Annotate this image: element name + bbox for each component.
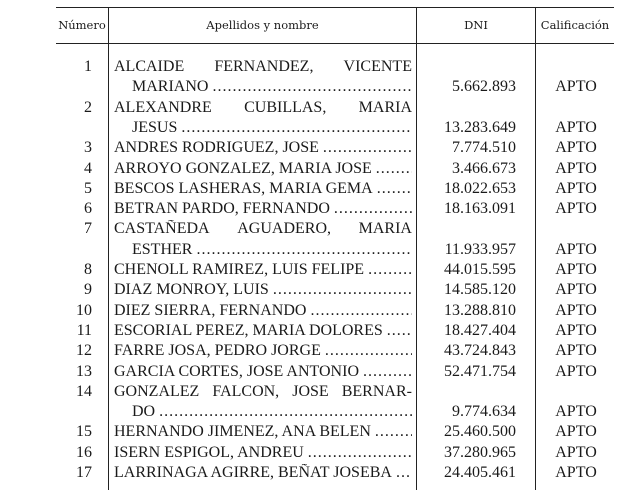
- row-calificacion: APTO: [555, 362, 597, 380]
- row-name: ALEXANDRE CUBILLAS, MARIA: [114, 98, 412, 116]
- row-name-continuation: JESUS .....: [132, 119, 412, 137]
- row-name: ANDRES RODRIGUEZ, JOSE .....: [114, 139, 412, 157]
- row-calificacion: APTO: [555, 118, 597, 136]
- row-calificacion: APTO: [555, 464, 597, 481]
- row-dni: 13.283.649: [444, 118, 516, 136]
- header-dni: DNI: [464, 18, 488, 32]
- row-dni: 37.280.965: [444, 443, 516, 461]
- row-calificacion: APTO: [555, 159, 597, 177]
- row-name: LARRINAGA AGIRRE, BEÑAT JOSEBA .....: [114, 464, 412, 482]
- row-number: 11: [76, 321, 92, 339]
- row-calificacion: APTO: [555, 179, 597, 197]
- header-calificacion: Calificación: [540, 18, 610, 32]
- row-dni: 13.288.810: [444, 301, 516, 319]
- row-number: 5: [84, 179, 92, 197]
- row-calificacion: APTO: [555, 281, 597, 299]
- row-name: GARCIA CORTES, JOSE ANTONIO .....: [114, 363, 412, 381]
- row-dni: 18.022.653: [444, 179, 516, 197]
- row-number: 12: [76, 342, 92, 360]
- row-name: FARRE JOSA, PEDRO JORGE .....: [114, 342, 412, 360]
- row-number: 17: [76, 464, 92, 481]
- row-name-continuation: DO .....: [132, 403, 412, 421]
- row-number: 16: [76, 443, 92, 461]
- row-name: DIAZ MONROY, LUIS .....: [114, 281, 412, 299]
- row-calificacion: APTO: [555, 200, 597, 218]
- row-calificacion: APTO: [555, 443, 597, 461]
- column-divider: [108, 7, 109, 490]
- row-dni: 18.163.091: [444, 200, 516, 218]
- row-number: 10: [76, 301, 92, 319]
- row-dni: 52.471.754: [444, 362, 516, 380]
- row-name: HERNANDO JIMENEZ, ANA BELEN .....: [114, 423, 412, 441]
- row-number: 9: [84, 281, 92, 299]
- column-divider: [535, 7, 536, 490]
- table-header-rule: [56, 43, 614, 44]
- row-name: CASTAÑEDA AGUADERO, MARIA: [114, 220, 412, 238]
- row-dni: 9.774.634: [452, 403, 516, 421]
- row-calificacion: APTO: [555, 301, 597, 319]
- row-name: ARROYO GONZALEZ, MARIA JOSE .....: [114, 160, 412, 178]
- row-calificacion: APTO: [555, 240, 597, 258]
- row-dni: 24.405.461: [444, 464, 516, 481]
- row-calificacion: APTO: [555, 139, 597, 157]
- row-name: GONZALEZ FALCON, JOSE BERNAR-: [114, 382, 412, 400]
- row-dni: 43.724.843: [444, 342, 516, 360]
- header-numero: Número: [58, 18, 106, 32]
- row-name: BESCOS LASHERAS, MARIA GEMA .....: [114, 180, 412, 198]
- row-name: ISERN ESPIGOL, ANDREU .....: [114, 444, 412, 462]
- row-dni: 5.662.893: [452, 78, 516, 96]
- table-top-rule: [56, 7, 614, 8]
- row-number: 3: [84, 139, 92, 157]
- row-calificacion: APTO: [555, 423, 597, 441]
- row-dni: 7.774.510: [452, 139, 516, 157]
- column-divider: [416, 7, 417, 490]
- row-number: 6: [84, 200, 92, 218]
- row-calificacion: APTO: [555, 342, 597, 360]
- row-dni: 44.015.595: [444, 261, 516, 278]
- row-dni: 3.466.673: [452, 159, 516, 177]
- header-apellidos-nombre: Apellidos y nombre: [206, 18, 319, 32]
- row-number: 8: [84, 261, 92, 278]
- row-number: 14: [76, 382, 92, 400]
- row-name: CHENOLL RAMIREZ, LUIS FELIPE .....: [114, 261, 412, 279]
- row-number: 13: [76, 362, 92, 380]
- row-name: DIEZ SIERRA, FERNANDO .....: [114, 302, 412, 320]
- row-name-continuation: MARIANO .....: [132, 78, 412, 96]
- row-calificacion: APTO: [555, 78, 597, 96]
- row-name: ALCAIDE FERNANDEZ, VICENTE: [114, 58, 412, 75]
- row-number: 7: [84, 220, 92, 238]
- row-dni: 18.427.404: [444, 321, 516, 339]
- row-number: 15: [76, 423, 92, 441]
- row-name: ESCORIAL PEREZ, MARIA DOLORES .....: [114, 322, 412, 340]
- row-name: BETRAN PARDO, FERNANDO .....: [114, 200, 412, 218]
- row-number: 2: [84, 98, 92, 116]
- row-name-continuation: ESTHER .....: [132, 241, 412, 259]
- row-calificacion: APTO: [555, 403, 597, 421]
- row-calificacion: APTO: [555, 321, 597, 339]
- row-dni: 14.585.120: [444, 281, 516, 299]
- row-number: 4: [84, 159, 92, 177]
- row-calificacion: APTO: [555, 261, 597, 278]
- row-dni: 11.933.957: [444, 240, 516, 258]
- row-number: 1: [84, 58, 92, 75]
- row-dni: 25.460.500: [444, 423, 516, 441]
